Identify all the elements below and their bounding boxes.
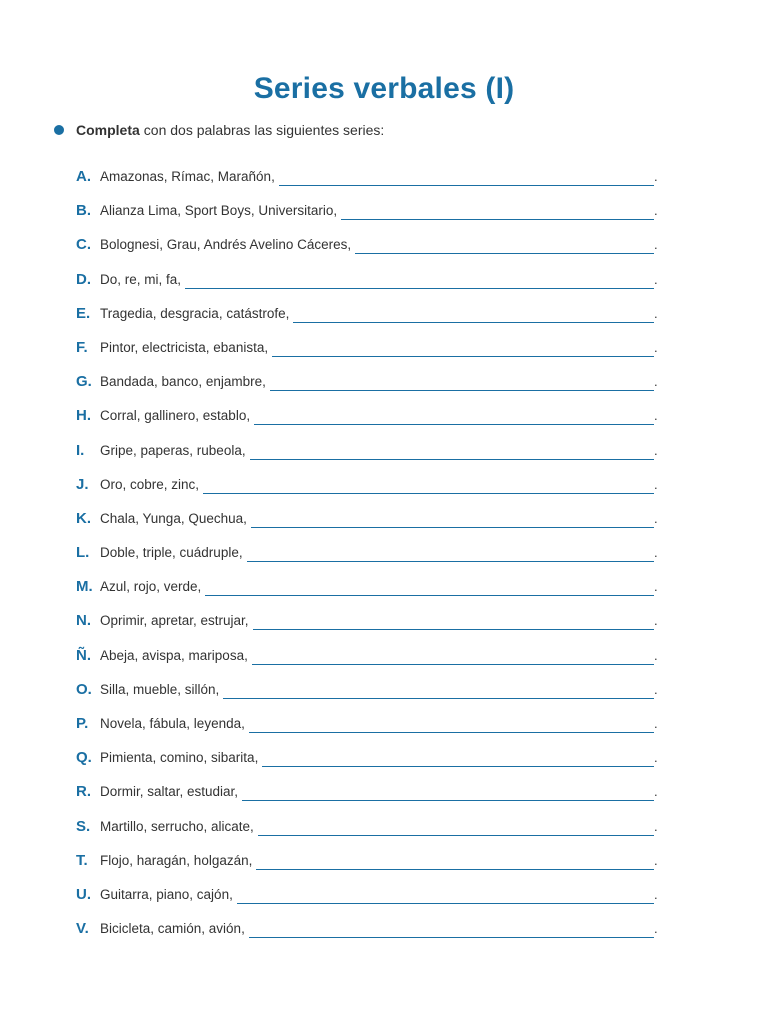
item-letter: H. [76, 407, 91, 425]
item-letter: V. [76, 920, 89, 938]
item-text: Martillo, serrucho, alicate, [100, 818, 254, 834]
item-text: Guitarra, piano, cajón, [100, 886, 233, 902]
list-item [76, 747, 660, 781]
item-letter: Ñ. [76, 646, 91, 664]
answer-line[interactable] [254, 405, 654, 425]
instruction [54, 122, 384, 138]
item-letter: K. [76, 509, 91, 527]
item-text: Gripe, paperas, rubeola, [100, 442, 246, 458]
item-letter: S. [76, 817, 91, 835]
page-title: Series verbales (I) [253, 72, 515, 105]
item-text: Doble, triple, cuádruple, [100, 545, 243, 561]
list-item [76, 918, 660, 952]
answer-line[interactable] [205, 576, 654, 596]
item-letter: E. [76, 304, 91, 322]
period-mark: . [654, 169, 658, 184]
period-mark: . [654, 305, 658, 321]
list-item [76, 269, 660, 303]
bullet-icon [54, 125, 64, 135]
answer-line[interactable] [355, 234, 654, 254]
item-text: Silla, mueble, sillón, [100, 681, 220, 697]
period-mark: . [654, 852, 658, 868]
answer-line[interactable] [242, 781, 654, 801]
item-text: Bolognesi, Grau, Andrés Avelino Cáceres, [100, 237, 352, 253]
item-text: Tragedia, desgracia, catástrofe, [100, 305, 290, 321]
item-text: Do, re, mi, fa, [100, 271, 182, 287]
period-mark: . [654, 203, 658, 219]
list-item [76, 542, 660, 576]
period-mark: . [654, 545, 658, 561]
list-item [76, 200, 660, 234]
period-mark: . [654, 784, 658, 800]
period-mark: . [654, 647, 658, 663]
answer-line[interactable] [262, 747, 654, 767]
item-text: Azul, rojo, verde, [100, 579, 202, 595]
item-letter: P. [76, 715, 89, 732]
list-item [76, 234, 660, 268]
list-item [76, 610, 660, 644]
answer-line[interactable] [253, 610, 654, 630]
item-letter: L. [76, 544, 90, 562]
list-item [76, 474, 660, 508]
item-letter: N. [76, 612, 91, 630]
answer-line[interactable] [258, 816, 654, 836]
item-text: Dormir, saltar, estudiar, [100, 784, 239, 800]
period-mark: . [654, 374, 658, 390]
period-mark: . [654, 339, 658, 355]
item-letter: C. [76, 236, 91, 254]
list-item [76, 405, 660, 439]
answer-line[interactable] [341, 200, 654, 220]
item-text: Flojo, haragán, holgazán, [100, 852, 253, 868]
list-item [76, 440, 660, 474]
answer-line[interactable] [249, 918, 654, 938]
answer-line[interactable] [237, 884, 654, 904]
answer-line[interactable] [279, 166, 654, 186]
item-letter: U. [76, 885, 91, 903]
item-text: Alianza Lima, Sport Boys, Universitario, [100, 203, 338, 219]
period-mark: . [654, 271, 658, 287]
answer-line[interactable] [223, 679, 654, 699]
answer-line[interactable] [256, 850, 654, 870]
item-text: Chala, Yunga, Quechua, [100, 510, 247, 526]
list-item [76, 884, 660, 918]
answer-line[interactable] [251, 508, 654, 528]
item-letter: J. [76, 475, 89, 493]
item-text: Oro, cobre, zinc, [100, 476, 200, 492]
period-mark: . [654, 442, 658, 458]
answer-line[interactable] [185, 269, 654, 289]
item-text: Pimienta, comino, sibarita, [100, 750, 259, 766]
list-item [76, 371, 660, 405]
answer-line[interactable] [252, 645, 654, 665]
period-mark: . [654, 613, 658, 629]
list-item [76, 713, 660, 747]
period-mark: . [654, 237, 658, 253]
instruction-text: con dos palabras las siguientes series: [143, 122, 385, 138]
item-text: Bicicleta, camión, avión, [100, 921, 245, 937]
list-item [76, 337, 660, 371]
list-item [76, 508, 660, 542]
period-mark: . [654, 408, 658, 424]
item-text: Pintor, electricista, ebanista, [100, 339, 269, 355]
period-mark: . [654, 921, 658, 937]
instruction-bold: Completa [76, 122, 140, 138]
item-text: Amazonas, Rímac, Marañón, [100, 169, 275, 184]
item-letter: R. [76, 783, 91, 801]
item-text: Bandada, banco, enjambre, [100, 374, 266, 390]
answer-line[interactable] [247, 542, 654, 562]
item-letter: A. [76, 168, 91, 185]
item-letter: Q. [76, 749, 92, 767]
answer-line[interactable] [249, 713, 654, 733]
period-mark: . [654, 750, 658, 766]
list-item [76, 576, 660, 610]
item-text: Oprimir, apretar, estrujar, [100, 613, 249, 629]
answer-line[interactable] [203, 474, 654, 494]
period-mark: . [654, 476, 658, 492]
period-mark: . [654, 716, 658, 731]
series-list [76, 166, 660, 952]
item-letter: D. [76, 270, 91, 288]
item-letter: B. [76, 202, 91, 220]
list-item [76, 850, 660, 884]
answer-line[interactable] [270, 371, 654, 391]
list-item [76, 166, 660, 200]
item-letter: G. [76, 373, 92, 391]
answer-line[interactable] [293, 303, 654, 323]
item-letter: O. [76, 680, 92, 698]
item-text: Corral, gallinero, establo, [100, 408, 251, 424]
list-item [76, 679, 660, 713]
list-item [76, 303, 660, 337]
list-item [76, 816, 660, 850]
answer-line[interactable] [250, 440, 654, 460]
item-letter: F. [76, 338, 88, 356]
period-mark: . [654, 681, 658, 697]
list-item [76, 781, 660, 815]
item-letter: T. [76, 851, 88, 869]
period-mark: . [654, 510, 658, 526]
list-item [76, 645, 660, 679]
period-mark: . [654, 886, 658, 902]
period-mark: . [654, 818, 658, 834]
item-letter: M. [76, 578, 93, 596]
item-text: Novela, fábula, leyenda, [100, 716, 245, 731]
item-letter: I. [76, 441, 85, 459]
period-mark: . [654, 579, 658, 595]
answer-line[interactable] [272, 337, 654, 357]
item-text: Abeja, avispa, mariposa, [100, 647, 248, 663]
